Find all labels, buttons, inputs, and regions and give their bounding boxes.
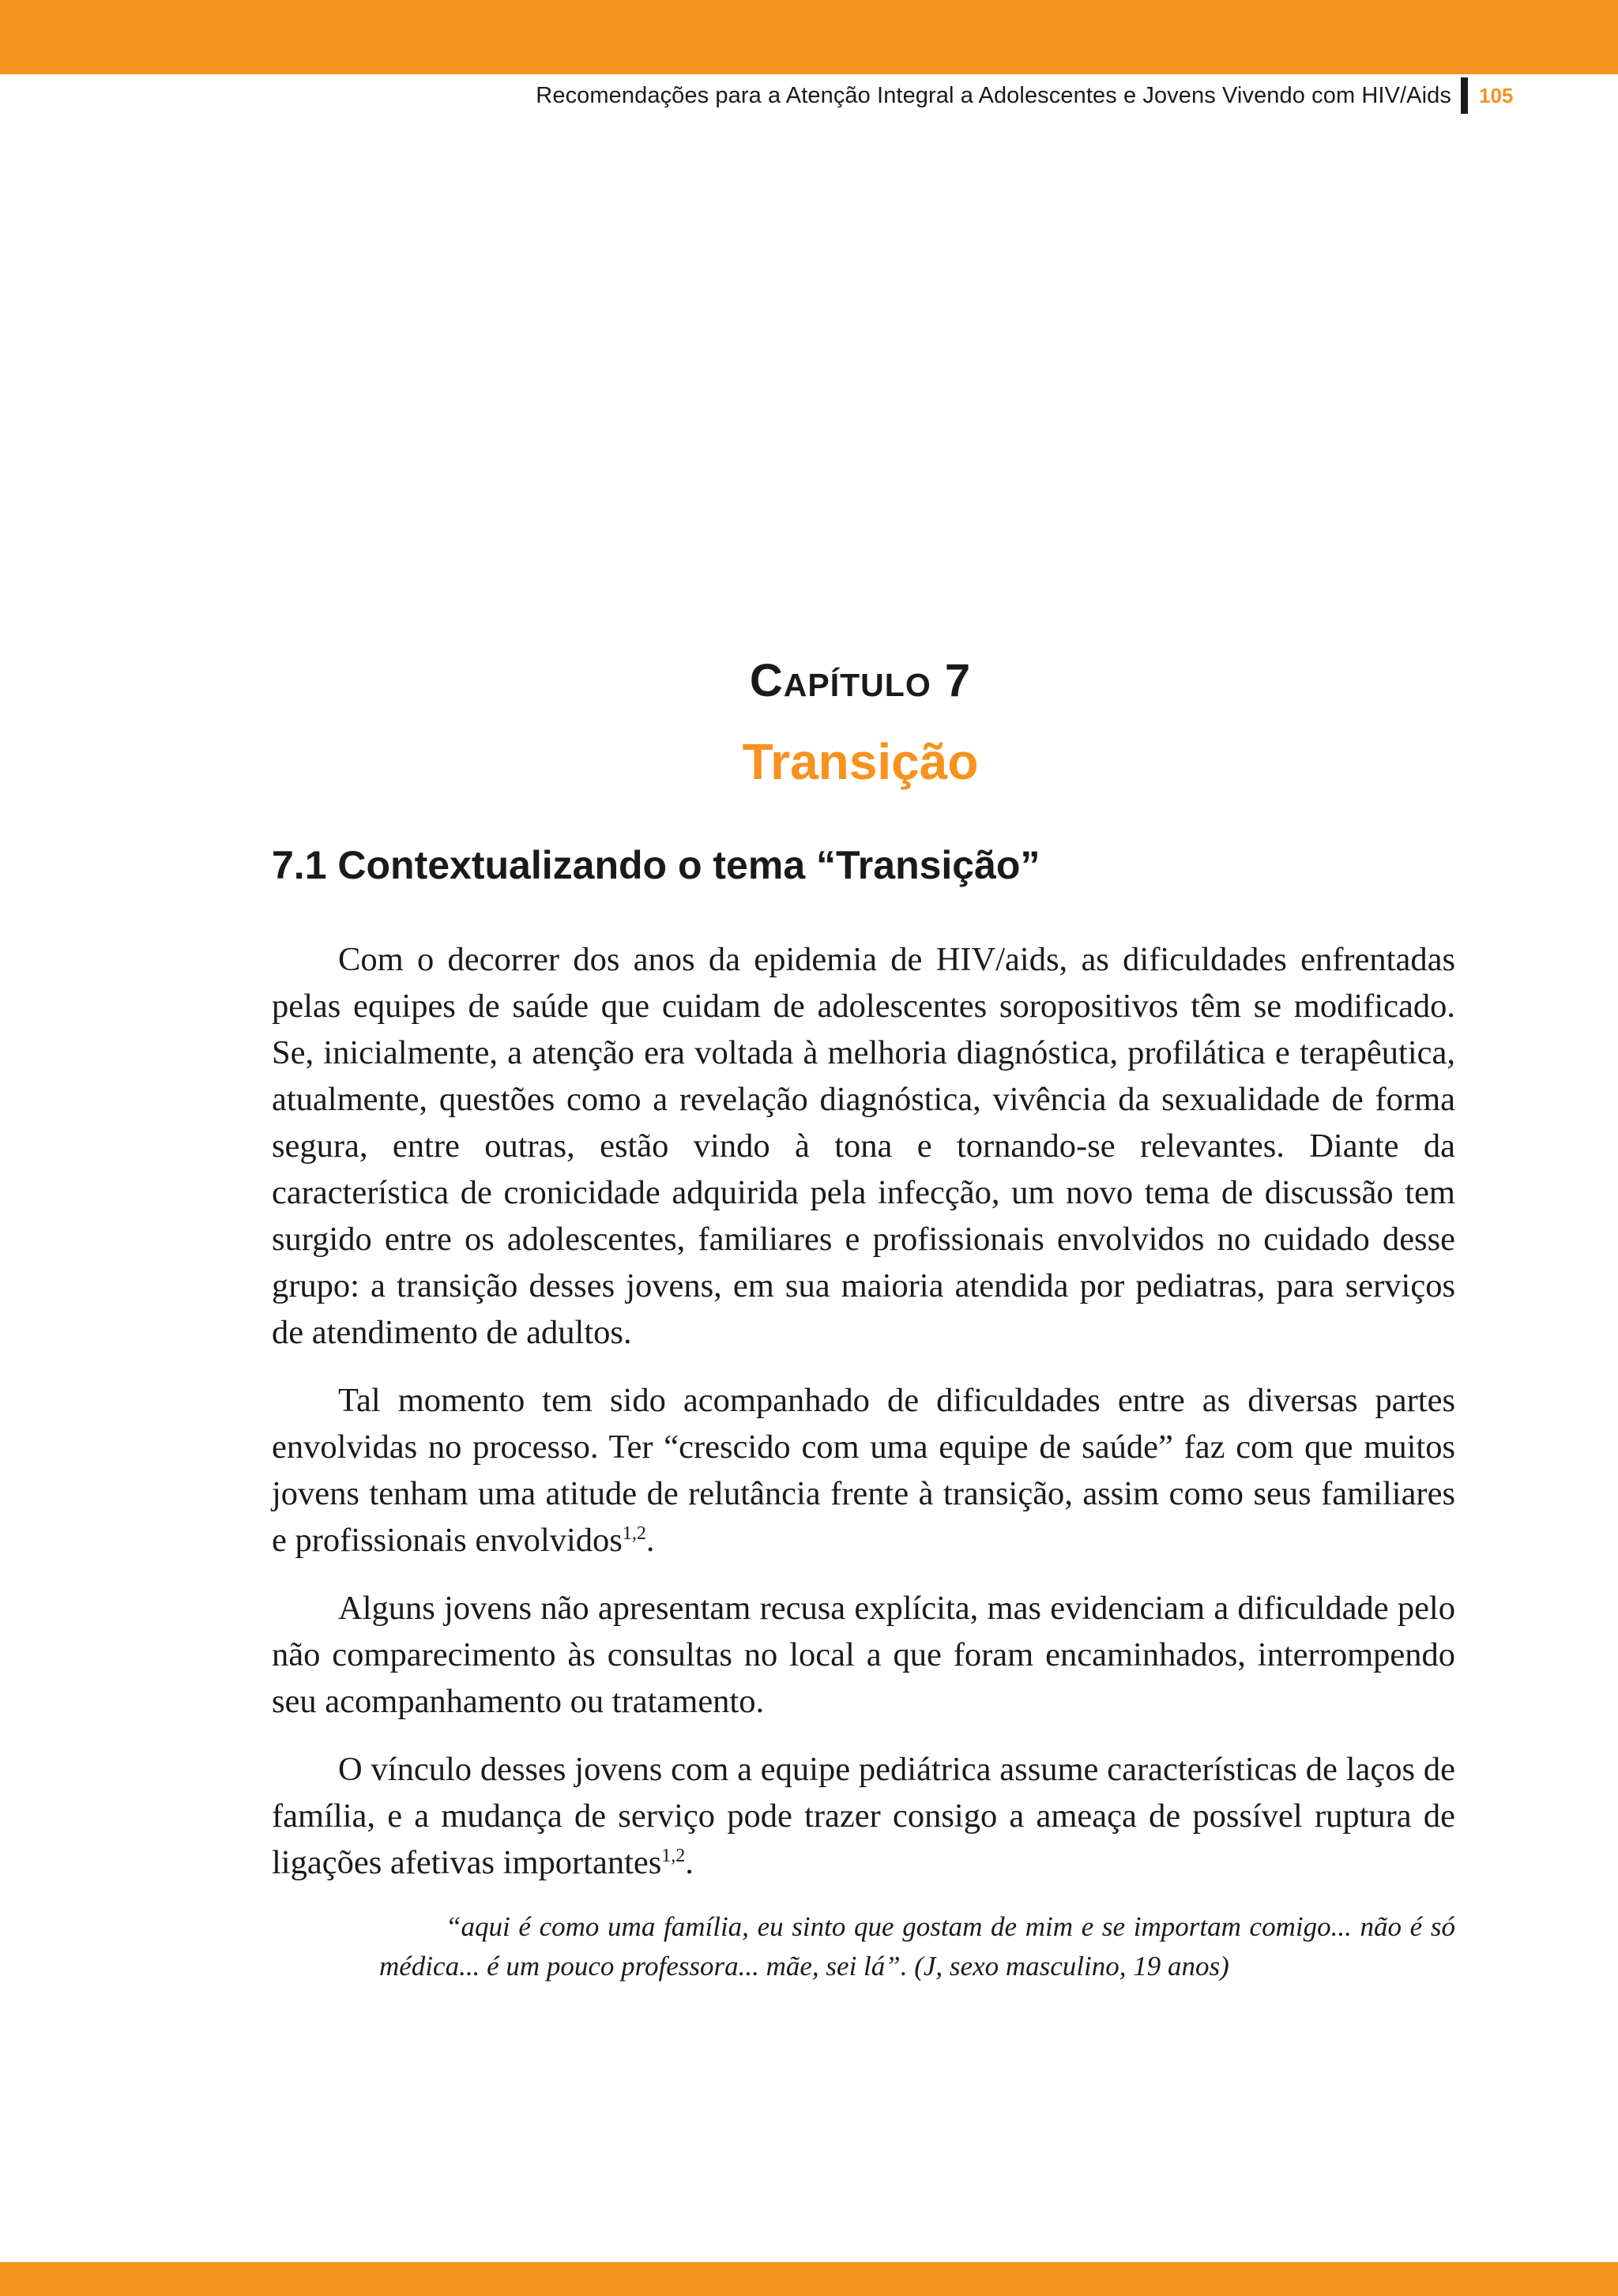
top-accent-bar — [0, 0, 1618, 74]
paragraph-text: Alguns jovens não apresentam recusa explícita, mas evidenciam a dificuldade pelo não comparecimento às consultas no local a que foram encaminhados, interrompendo seu acompanhamento ou tratamento. — [272, 1590, 1455, 1720]
testimony-quote: “aqui é como uma família, eu sinto que gostam de mim e se importam comigo... não é só médica... é um pouco professora... mãe, sei lá”. (J, sexo masculino, 19 anos) — [379, 1911, 1455, 1982]
paragraph — [272, 1746, 1455, 1886]
bottom-accent-bar — [0, 2262, 1618, 2296]
paragraph-text: O vínculo desses jovens com a equipe pediátrica assume características de laços de família, e a mudança de serviço pode trazer consigo a ameaça de possível ruptura de ligações afetivas importantes — [272, 1751, 1455, 1881]
citation: 1,2 — [622, 1523, 646, 1544]
page-number: 105 — [1479, 83, 1514, 107]
paragraph — [272, 1377, 1455, 1564]
chapter-title: Transição — [742, 733, 979, 790]
running-header — [536, 77, 1523, 114]
body-text — [272, 936, 1455, 1986]
chapter-block — [0, 649, 1618, 795]
header-divider — [1461, 77, 1468, 114]
running-title: Recomendações para a Atenção Integral a Adolescentes e Jovens Vivendo com HIV/Aids — [536, 82, 1451, 108]
paragraph-end: . — [645, 1522, 655, 1559]
paragraph-text: Com o decorrer dos anos da epidemia de HIV/aids, as dificuldades enfrentadas pelas equipes de saúde que cuidam de adolescentes soropositivos têm se modificado. Se, inicialmente, a atenção era voltada à melhoria diagnóstica, profilática e terapêutica, atualmente, questões como a revelação diagnóstica, vivência da sexualidade de forma segura, entre outras, estão vindo à tona e tornando-se relevantes. Diante da característica de cronicidade adquirida pela infecção, um novo tema de discussão tem surgido entre os adolescentes, familiares e profissionais envolvidos no cuidado desse grupo: a transição desses jovens, em sua maioria atendida por pediatras, para serviços de atendimento de adultos. — [272, 941, 1455, 1351]
citation: 1,2 — [661, 1845, 686, 1866]
paragraph — [272, 1585, 1455, 1725]
paragraph — [272, 936, 1455, 1356]
paragraph-end: . — [685, 1844, 694, 1881]
section-heading: 7.1 Contextualizando o tema “Transição” — [272, 843, 1040, 887]
paragraph-text: Tal momento tem sido acompanhado de dificuldades entre as diversas partes envolvidas no processo. Ter “crescido com uma equipe de saúde” faz com que muitos jovens tenham uma atitude de relutância frente à transição, assim como seus familiares e profissionais envolvidos — [272, 1382, 1455, 1559]
chapter-label: Capítulo 7 — [749, 655, 972, 706]
